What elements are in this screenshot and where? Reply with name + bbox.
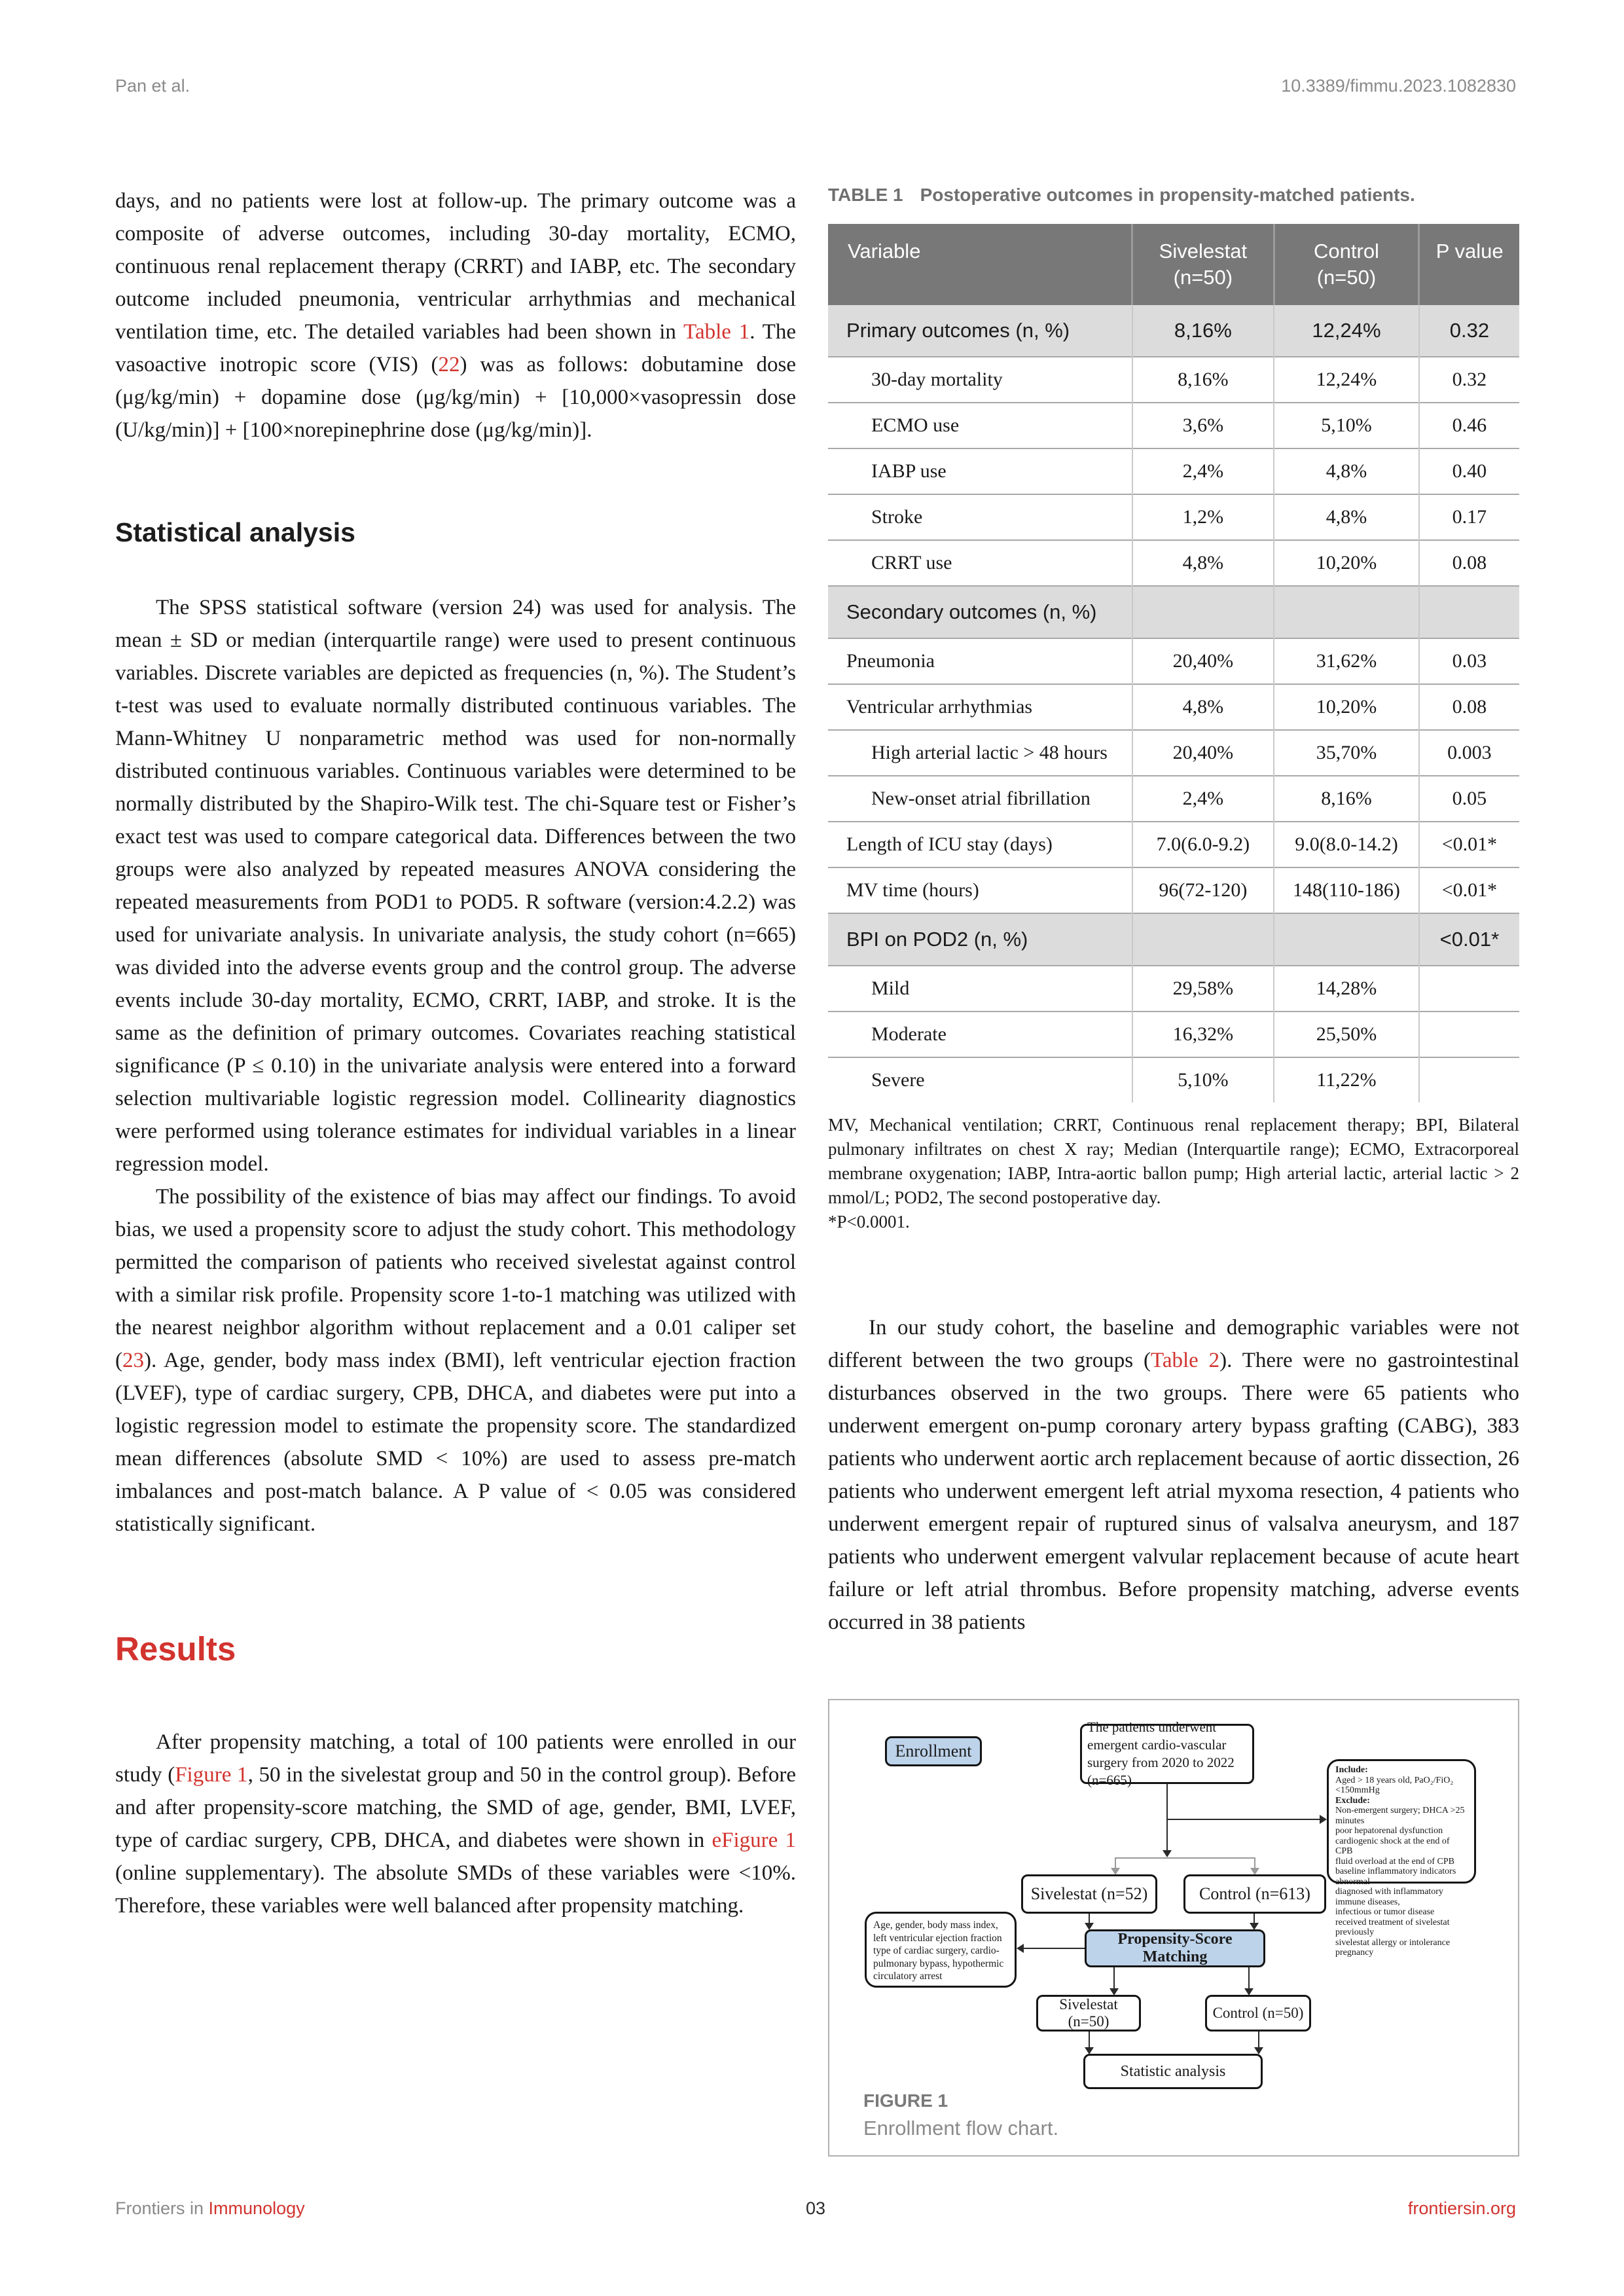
table-row	[828, 494, 1519, 540]
criteria-line: diagnosed with inflammatory immune diseases,	[1335, 1887, 1443, 1907]
table-cell-value: 2,4%	[1132, 448, 1274, 494]
body-text: ). There were no gastrointestinal disturbances observed in the two groups. There were 65 patients who underwent emergent on-pump coronary artery bypass grafting (CABG), 383 patients who underwent aortic arch replacement because of aortic dissection, 26 patients who underwent emergent left atrial myxoma resection, 4 patients who underwent emergent repair of ruptured sinus of valsalva aneurysm, and 187 patients who underwent emergent valvular replacement because of acute heart failure or left atrial thrombus. Before propensity matching, adverse events occurred in 38 patients	[828, 1349, 1519, 1634]
table-cell-value: 8,16%	[1132, 305, 1274, 357]
flow-node-control-613: Control (n=613)	[1183, 1874, 1326, 1914]
table-cell-value: 29,58%	[1132, 966, 1274, 1011]
table-row	[828, 403, 1519, 448]
criteria-line: baseline inflammatory indicators abnormal	[1335, 1867, 1456, 1887]
table-cell-value: 8,16%	[1274, 776, 1419, 822]
table-cell-variable: Primary outcomes (n, %)	[828, 305, 1132, 357]
table-cell-value: 35,70%	[1274, 730, 1419, 776]
table-cell-value: 3,6%	[1132, 403, 1274, 448]
table-cell-value: 0.003	[1419, 730, 1519, 776]
table-cell-value: 1,2%	[1132, 494, 1274, 540]
table-cell-value: 0.17	[1419, 494, 1519, 540]
table-cell-value: 0.05	[1419, 776, 1519, 822]
table-cell-value: 10,20%	[1274, 684, 1419, 730]
body-text: After propensity matching, a total of 100 patients were enrolled in our study (	[115, 1730, 796, 1787]
table-row	[828, 1057, 1519, 1102]
figure-1-enrollment-flowchart	[828, 1699, 1519, 2157]
table-row	[828, 822, 1519, 867]
table-cell-value	[1132, 586, 1274, 638]
table-cell-value: 4,8%	[1274, 448, 1419, 494]
table-cell-value: <0.01*	[1419, 867, 1519, 913]
table-row	[828, 586, 1519, 638]
table-cell-value: 0.32	[1419, 357, 1519, 403]
table-cell-value: <0.01*	[1419, 913, 1519, 966]
flow-node-statistic-analysis: Statistic analysis	[1083, 2054, 1263, 2089]
table-cell-variable: BPI on POD2 (n, %)	[828, 913, 1132, 966]
flow-line-siv50-stat	[1089, 2032, 1090, 2049]
table-cell-variable: New-onset atrial fibrillation	[828, 776, 1132, 822]
table-cell-variable: Secondary outcomes (n, %)	[828, 586, 1132, 638]
table-cell-variable: IABP use	[828, 448, 1132, 494]
table-cell-value: 31,62%	[1274, 638, 1419, 684]
body-text: ). Age, gender, body mass index (BMI), left ventricular ejection fraction (LVEF), type of cardiac surgery, CPB, DHCA, and diabetes were put into a logistic regression model to estimate the propensity score. The standardized mean differences (absolute SMD < 10%) are used to assess pre-match imbalances and post-match balance. A P value of < 0.05 was considered statistically significant.	[115, 1349, 796, 1536]
flow-line-top-down	[1166, 1784, 1168, 1851]
table-row	[828, 638, 1519, 684]
criteria-line: sivelestat allergy or intolerance	[1335, 1937, 1451, 1948]
flow-node-control-50: Control (n=50)	[1205, 1995, 1311, 2032]
citation-link[interactable]: eFigure 1	[712, 1829, 796, 1852]
journal-name-immunology: Immunology	[208, 2198, 305, 2218]
table-cell-value: 25,50%	[1274, 1011, 1419, 1057]
criteria-line: fluid overload at the end of CPB	[1335, 1856, 1454, 1867]
table-cell-value: 12,24%	[1274, 357, 1419, 403]
running-head-authors: Pan et al.	[115, 76, 190, 96]
table-header-row	[828, 224, 1519, 305]
body-text: (online supplementary). The absolute SMDs of these variables were <10%. Therefore, these variables were well balanced after propensity matching.	[115, 1861, 796, 1918]
citation-link[interactable]: Figure 1	[175, 1763, 248, 1787]
body-text: ) was as follows: dobutamine dose (μg/kg/min) + dopamine dose (μg/kg/min) + [10,000×vasopressin dose (U/kg/min)] + [100×norepinephrine dose (μg/kg/min)].	[115, 353, 796, 442]
citation-link[interactable]: 22	[438, 353, 460, 376]
arrowhead-down-icon	[1163, 1850, 1172, 1857]
table-title-label: TABLE 1	[828, 185, 903, 205]
criteria-line: infectious or tumor disease	[1335, 1907, 1435, 1917]
paragraph-results-1	[115, 1726, 796, 1922]
table-cell-value: 96(72-120)	[1132, 867, 1274, 913]
table-cell-value: 8,16%	[1132, 357, 1274, 403]
table-title	[828, 185, 1519, 206]
flow-node-sivelestat-50: Sivelestat (n=50)	[1036, 1995, 1141, 2032]
table-row	[828, 684, 1519, 730]
flow-node-criteria	[1327, 1759, 1476, 1958]
flow-split-line	[1115, 1857, 1255, 1859]
body-text: The possibility of the existence of bias may affect our findings. To avoid bias, we used a propensity score to adjust the study cohort. This methodology permitted the comparison of patients who received sivelestat against control with a similar risk profile. Propensity score 1-to-1 matching was utilized with the nearest neighbor algorithm without replacement and a 0.01 caliper set (	[115, 1185, 796, 1372]
flow-node-covariates: Age, gender, body mass index, left ventricular ejection fraction type of cardiac surgery, cardio-pulmonary bypass, hypothermic circulatory arrest	[865, 1912, 1017, 1988]
arrowhead-right-icon	[1320, 1815, 1327, 1824]
table-cell-value: 2,4%	[1132, 776, 1274, 822]
table-row	[828, 776, 1519, 822]
table-cell-variable: 30-day mortality	[828, 357, 1132, 403]
flow-line-ctrl50-stat	[1258, 2032, 1259, 2049]
table-cell-value: 9.0(8.0-14.2)	[1274, 822, 1419, 867]
section-heading-statistical-analysis: Statistical analysis	[115, 517, 355, 547]
table-row	[828, 448, 1519, 494]
table-cell-value: 10,20%	[1274, 540, 1419, 586]
table-cell-value: 14,28%	[1274, 966, 1419, 1011]
journal-name: Frontiers in Immunology	[115, 2198, 305, 2218]
criteria-line: received treatment of sivelestat previously	[1335, 1917, 1450, 1937]
table-cell-variable: Moderate	[828, 1011, 1132, 1057]
table-cell-value: 20,40%	[1132, 730, 1274, 776]
column-header-variable: Variable	[828, 224, 1132, 305]
table-cell-value	[1419, 966, 1519, 1011]
body-text: , 50 in the sivelestat group and 50 in the control group). Before and after propensity-score matching, the SMD of age, gender, BMI, LVEF, type of cardiac surgery, CPB, DHCA, and diabetes were shown in	[115, 1763, 797, 1852]
table-cell-value	[1419, 586, 1519, 638]
criteria-line: Exclude:	[1335, 1795, 1370, 1806]
table-cell-value: 4,8%	[1132, 540, 1274, 586]
table-cell-value	[1274, 913, 1419, 966]
body-text: . The vasoactive inotropic score (VIS) (	[115, 320, 796, 376]
flow-node-propensity-score-matching: Propensity-Score Matching	[1085, 1929, 1265, 1967]
table-cell-variable: CRRT use	[828, 540, 1132, 586]
table-row	[828, 540, 1519, 586]
table-cell-value: 12,24%	[1274, 305, 1419, 357]
table-cell-variable: Pneumonia	[828, 638, 1132, 684]
arrowhead-left-icon	[1017, 1944, 1024, 1953]
table-cell-value: 4,8%	[1274, 494, 1419, 540]
table-cell-variable: Severe	[828, 1057, 1132, 1102]
running-head-doi: 10.3389/fimmu.2023.1082830	[1281, 76, 1516, 96]
table-title-text: Postoperative outcomes in propensity-matched patients.	[920, 185, 1415, 205]
flow-node-enrollment: Enrollment	[885, 1736, 982, 1766]
publisher-site-link[interactable]: frontiersin.org	[1407, 2198, 1516, 2218]
criteria-line: Include:	[1335, 1765, 1368, 1775]
table-cell-value	[1419, 1057, 1519, 1102]
table-cell-value: 20,40%	[1132, 638, 1274, 684]
table-row	[828, 867, 1519, 913]
table-cell-variable: Ventricular arrhythmias	[828, 684, 1132, 730]
table-cell-value: 16,32%	[1132, 1011, 1274, 1057]
table-cell-value: 5,10%	[1132, 1057, 1274, 1102]
column-header-control: Control (n=50)	[1274, 224, 1419, 305]
criteria-line: pregnancy	[1335, 1948, 1374, 1958]
table-cell-variable: ECMO use	[828, 403, 1132, 448]
body-text: days, and no patients were lost at follow-up. The primary outcome was a composite of adverse outcomes, including 30-day mortality, ECMO, continuous renal replacement therapy (CRRT) and IABP, etc. The secondary outcome included pneumonia, ventricular arrhythmias and mechanical ventilation time, etc. The detailed variables had been shown in	[115, 189, 796, 344]
table-cell-variable: MV time (hours)	[828, 867, 1132, 913]
flow-node-population: The patients underwent emergent cardio-vascular surgery from 2020 to 2022 (n=665)	[1080, 1724, 1254, 1784]
figure-caption-label: FIGURE 1	[863, 2090, 948, 2111]
table-cell-value: 0.32	[1419, 305, 1519, 357]
criteria-line: poor hepatorenal dysfunction	[1335, 1826, 1443, 1836]
body-text: The SPSS statistical software (version 24) was used for analysis. The mean ± SD or median (interquartile range) were used to present continuous variables. Discrete variables are depicted as frequencies (n, %). The Student’s t-test was used to evaluate normally distributed continuous variables. The Mann-Whitney U nonparametric method was used for non-normally distributed continuous variables. Continuous variables were determined to be normally distributed by the Shapiro-Wilk test. The chi-Square test or Fisher’s exact test was used to compare categorical data. Differences between the two groups were also analyzed by repeated measures ANOVA considering the repeated measurements from POD1 to POD5. R software (version:4.2.2) was used for univariate analysis. In univariate analysis, the study cohort (n=665) was divided into the adverse events group and the control group. The adverse events include 30-day mortality, ECMO, CRRT, IABP, and stroke. It is the same as the definition of primary outcomes. Covariates reaching statistical significance (P ≤ 0.10) in the univariate analysis were entered into a forward selection multivariable logistic regression model. Collinearity diagnostics were performed using tolerance estimates for individual variables in a linear regression model.	[115, 596, 796, 1176]
citation-link[interactable]: Table 1	[683, 320, 750, 344]
flow-node-sivelestat-52: Sivelestat (n=52)	[1021, 1874, 1157, 1914]
citation-link[interactable]: 23	[122, 1349, 144, 1372]
paragraph-methods-outcomes	[115, 185, 796, 446]
criteria-line: cardiogenic shock at the end of CPB	[1335, 1836, 1450, 1856]
column-header-sivelestat: Sivelestat (n=50)	[1132, 224, 1274, 305]
table-cell-variable: High arterial lactic > 48 hours	[828, 730, 1132, 776]
table-cell-value	[1274, 586, 1419, 638]
table-cell-value: 4,8%	[1132, 684, 1274, 730]
table-cell-value: 11,22%	[1274, 1057, 1419, 1102]
table-row	[828, 730, 1519, 776]
flow-line-psm-covariates	[1024, 1948, 1085, 1949]
paragraph-statistical-analysis-1	[115, 591, 796, 1180]
page-number: 03	[805, 2198, 826, 2218]
paragraph-statistical-analysis-2	[115, 1180, 796, 1540]
table-cell-variable: Stroke	[828, 494, 1132, 540]
table-row	[828, 357, 1519, 403]
table-cell-value: 0.46	[1419, 403, 1519, 448]
paragraph-results-cohort	[828, 1311, 1519, 1639]
table-cell-value: 0.40	[1419, 448, 1519, 494]
citation-link[interactable]: Table 2	[1150, 1349, 1220, 1372]
table-row	[828, 1011, 1519, 1057]
table-cell-value: <0.01*	[1419, 822, 1519, 867]
figure-caption-text: Enrollment flow chart.	[863, 2117, 1059, 2140]
table-footnote-abbreviations: MV, Mechanical ventilation; CRRT, Continuous renal replacement therapy; BPI, Bilateral pulmonary infiltrates on chest X ray; Median (Interquartile range); ECMO, Extracorporeal membrane oxygenation; IABP, Intra-aortic ballon pump; High arterial lactic, arterial lactic > 2 mmol/L; POD2, The second postoperative day.	[828, 1115, 1519, 1207]
column-header-pvalue: P value	[1419, 224, 1519, 305]
table-cell-value	[1419, 1011, 1519, 1057]
outcomes-table	[828, 224, 1519, 1102]
table-cell-value: 0.08	[1419, 540, 1519, 586]
table-cell-variable: Mild	[828, 966, 1132, 1011]
criteria-line: Aged > 18 years old, PaO₂/FiO₂ <150mmHg	[1335, 1775, 1454, 1795]
table-row	[828, 305, 1519, 357]
table-cell-value: 0.03	[1419, 638, 1519, 684]
section-heading-results: Results	[115, 1630, 236, 1667]
table-row	[828, 913, 1519, 966]
table-footnote-significance: *P<0.0001.	[828, 1212, 910, 1231]
left-column	[115, 185, 796, 1922]
table-row	[828, 966, 1519, 1011]
table-cell-value: 148(110-186)	[1274, 867, 1419, 913]
flow-line-psm-ctrl50	[1248, 1967, 1250, 1990]
body-text: In our study cohort, the baseline and demographic variables were not different between the two groups (	[828, 1316, 1519, 1372]
flow-line-psm-siv50	[1113, 1967, 1115, 1990]
table-cell-variable: Length of ICU stay (days)	[828, 822, 1132, 867]
criteria-line: Non-emergent surgery; DHCA >25 minutes	[1335, 1806, 1465, 1826]
table-cell-value: 5,10%	[1274, 403, 1419, 448]
flow-line-to-criteria	[1167, 1819, 1320, 1820]
table-cell-value	[1132, 913, 1274, 966]
table-cell-value: 7.0(6.0-9.2)	[1132, 822, 1274, 867]
right-column	[828, 185, 1519, 2157]
table-footnote	[828, 1113, 1519, 1234]
table-cell-value: 0.08	[1419, 684, 1519, 730]
